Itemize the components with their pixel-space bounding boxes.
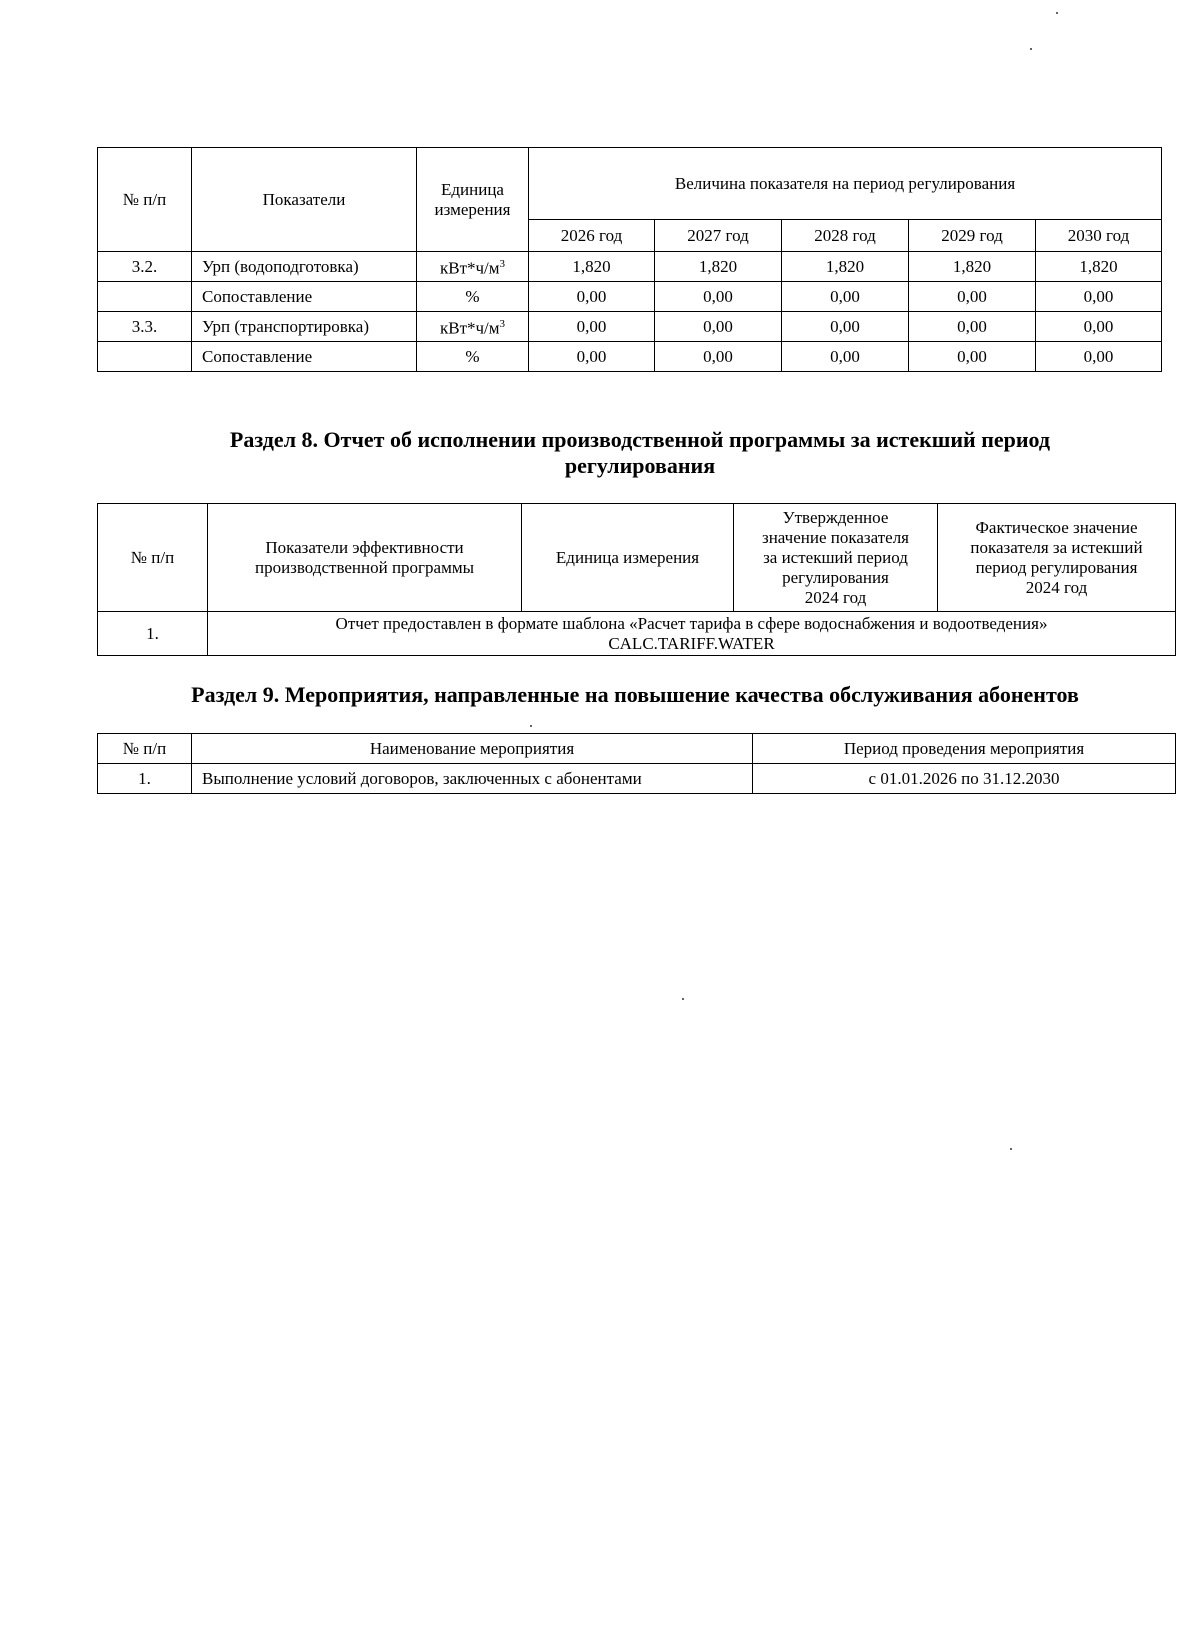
scan-speck	[1010, 1148, 1012, 1150]
report-text-line: Отчет предоставлен в формате шаблона «Расчет тарифа в сфере водоснабжения и водоотведения»	[335, 613, 1048, 633]
header-year: 2030 год	[1036, 220, 1162, 252]
table-row	[98, 252, 1162, 282]
row-value: 0,00	[909, 282, 1036, 312]
row-unit	[417, 252, 529, 282]
header-approved-line: Утвержденное	[782, 507, 889, 527]
row-num: 3.2.	[98, 252, 192, 282]
header-unit: Единица измерения	[417, 148, 529, 252]
scan-speck	[530, 725, 532, 727]
row-unit	[417, 342, 529, 372]
unit-superscript: 3	[499, 258, 506, 271]
row-name: Сопоставление	[192, 342, 417, 372]
unit-superscript: 3	[499, 318, 506, 331]
header-approved-line: за истекший период	[763, 547, 908, 567]
row-value: 0,00	[782, 342, 909, 372]
row-value: 0,00	[529, 312, 655, 342]
header-actual-line: показателя за истекший	[970, 537, 1143, 557]
row-num: 3.3.	[98, 312, 192, 342]
scan-speck	[1056, 12, 1058, 14]
table-row	[98, 342, 1162, 372]
row-value: 1,820	[529, 252, 655, 282]
header-num: № п/п	[98, 504, 208, 612]
header-value-group: Величина показателя на период регулирования	[529, 148, 1162, 220]
table-row	[98, 282, 1162, 312]
header-approved-line: регулирования	[782, 567, 889, 587]
header-actual-line: период регулирования	[975, 557, 1138, 577]
row-value: 1,820	[1036, 252, 1162, 282]
header-num: № п/п	[98, 734, 192, 764]
table-row	[98, 612, 1176, 656]
header-year: 2026 год	[529, 220, 655, 252]
section-8-title-line2: регулирования	[564, 453, 716, 478]
row-value: 0,00	[655, 312, 782, 342]
row-value: 0,00	[655, 282, 782, 312]
row-value: 0,00	[782, 312, 909, 342]
header-indicators-line: Показатели эффективности	[265, 537, 464, 557]
row-value: 0,00	[1036, 312, 1162, 342]
row-unit	[417, 312, 529, 342]
row-value: 1,820	[782, 252, 909, 282]
scan-speck	[682, 998, 684, 1000]
scan-speck	[1030, 48, 1032, 50]
unit-text: %	[465, 286, 480, 306]
row-value: 0,00	[909, 312, 1036, 342]
header-approved-line: 2024 год	[804, 587, 867, 607]
row-report-text	[208, 612, 1176, 656]
unit-text: кВт*ч/м	[439, 318, 500, 338]
row-name: Урп (транспортировка)	[192, 312, 417, 342]
row-unit	[417, 282, 529, 312]
row-value: 0,00	[1036, 282, 1162, 312]
row-num	[98, 282, 192, 312]
table-row	[98, 764, 1176, 794]
row-value: 0,00	[529, 282, 655, 312]
section-9-title: Раздел 9. Мероприятия, направленные на повышение качества обслуживания абонентов	[191, 682, 1079, 707]
row-value: 0,00	[529, 342, 655, 372]
header-approved-line: значение показателя	[761, 527, 909, 547]
unit-text: кВт*ч/м	[439, 258, 500, 278]
header-unit: Единица измерения	[522, 504, 734, 612]
row-value: 1,820	[655, 252, 782, 282]
table-row	[98, 312, 1162, 342]
report-text-line: CALC.TARIFF.WATER	[608, 633, 775, 653]
row-name: Сопоставление	[192, 282, 417, 312]
report-table	[97, 503, 1176, 656]
header-num: № п/п	[98, 148, 192, 252]
header-actual-line: Фактическое значение	[975, 517, 1138, 537]
section-8-title	[140, 427, 1140, 479]
row-value: 0,00	[655, 342, 782, 372]
header-actual	[938, 504, 1176, 612]
activities-table	[97, 733, 1176, 794]
row-num: 1.	[98, 764, 192, 794]
header-period: Период проведения мероприятия	[753, 734, 1176, 764]
unit-text: %	[465, 346, 480, 366]
section-8-title-line1: Раздел 8. Отчет об исполнении производственной программы за истекший период	[229, 427, 1051, 452]
header-activity-name: Наименование мероприятия	[192, 734, 753, 764]
row-value: 1,820	[909, 252, 1036, 282]
row-value: 0,00	[1036, 342, 1162, 372]
indicators-table	[97, 147, 1162, 372]
header-approved	[734, 504, 938, 612]
row-period: с 01.01.2026 по 31.12.2030	[753, 764, 1176, 794]
header-indicators-line: производственной программы	[254, 557, 475, 577]
row-num: 1.	[98, 612, 208, 656]
row-num	[98, 342, 192, 372]
row-value: 0,00	[782, 282, 909, 312]
row-activity-name: Выполнение условий договоров, заключенных с абонентами	[192, 764, 753, 794]
row-name: Урп (водоподготовка)	[192, 252, 417, 282]
header-year: 2027 год	[655, 220, 782, 252]
header-indicators: Показатели	[192, 148, 417, 252]
header-year: 2028 год	[782, 220, 909, 252]
header-year: 2029 год	[909, 220, 1036, 252]
header-actual-line: 2024 год	[1025, 577, 1088, 597]
header-indicators	[208, 504, 522, 612]
row-value: 0,00	[909, 342, 1036, 372]
